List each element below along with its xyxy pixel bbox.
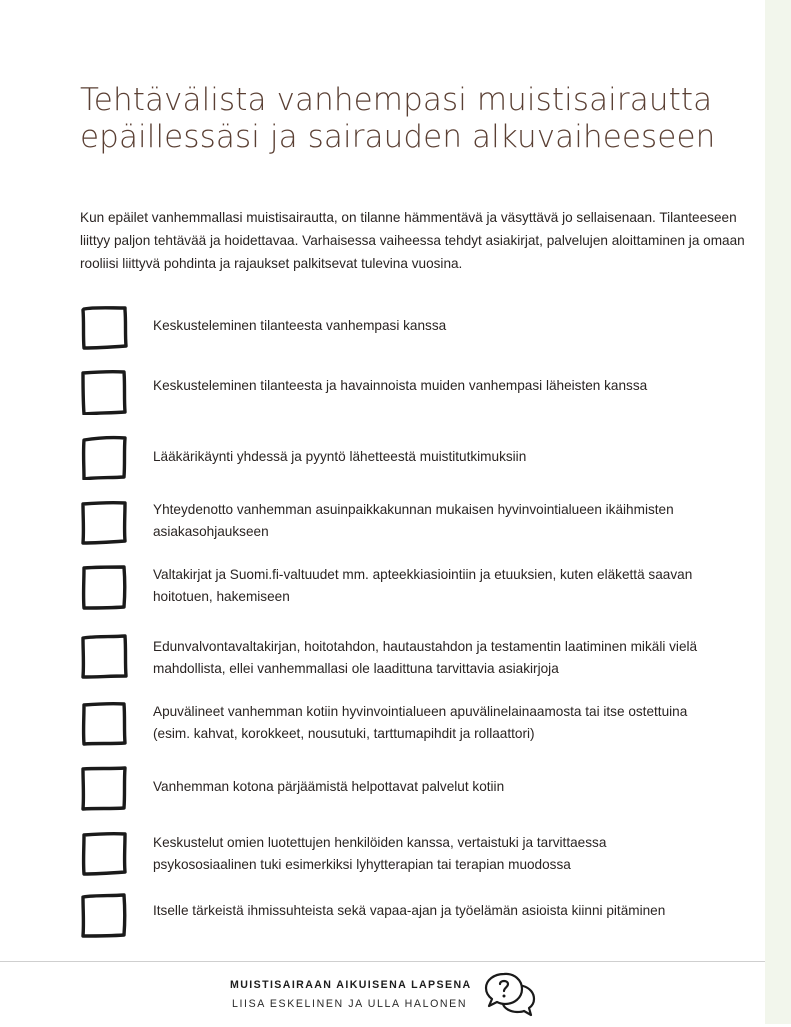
checkbox[interactable] [80, 499, 128, 545]
footer-divider [0, 961, 765, 962]
checklist-item-text: Itselle tärkeistä ihmissuhteista sekä vapaa-ajan ja työelämän asioista kiinni pitäminen [153, 903, 666, 918]
checkbox[interactable] [80, 304, 128, 350]
checklist-item-text: Yhteydenotto vanhemman asuinpaikkakunnan mukaisen hyvinvointialueen ikäihmisten asiakasohjaukseen [153, 502, 674, 539]
checkbox[interactable] [80, 765, 128, 811]
footer-authors: LIISA ESKELINEN JA ULLA HALONEN [232, 998, 468, 1010]
intro-paragraph: Kun epäilet vanhemmallasi muistisairautta, on tilanne hämmentävä ja väsyttävä jo sellaisenaan. Tilanteeseen liittyy paljon tehtävää ja hoidettavaa. Varhaisessa vaiheessa tehdyt asiakirjat, palvelujen aloittaminen ja omaan rooliisi liittyvä pohdinta ja rajaukset palkitsevat tulevina vuosina. [80, 210, 745, 271]
footer-book-title: MUISTISAIRAAN AIKUISENA LAPSENA [230, 979, 472, 991]
checkbox[interactable] [80, 700, 128, 746]
checkbox[interactable] [80, 564, 128, 610]
checklist-item-text: Valtakirjat ja Suomi.fi-valtuudet mm. apteekkiasiointiin ja etuuksien, kuten eläkettä saavan hoitotuen, hakemiseen [153, 567, 693, 604]
checkbox[interactable] [80, 892, 128, 938]
checklist-item-text: Edunvalvontavaltakirjan, hoitotahdon, hautaustahdon ja testamentin laatiminen mikäli vielä mahdollista, ellei vanhemmallasi ole laadittuna tarvittavia asiakirjoja [153, 639, 698, 676]
speech-bubble-question-icon [482, 970, 538, 1022]
checklist-item-text: Keskustelut omien luotettujen henkilöiden kanssa, vertaistuki ja tarvittaessa psykososiaalinen tuki esimerkiksi lyhytterapian tai terapian muodossa [153, 835, 607, 872]
checklist-item-text: Keskusteleminen tilanteesta ja havainnoista muiden vanhempasi läheisten kanssa [153, 378, 648, 393]
checkbox[interactable] [80, 369, 128, 415]
checklist-item-text: Vanhemman kotona pärjäämistä helpottavat palvelut kotiin [153, 779, 505, 794]
page-title: Tehtävälista vanhempasi muistisairautta epäillessäsi ja sairauden alkuvaiheeseen [80, 82, 716, 155]
checkbox[interactable] [80, 830, 128, 876]
side-accent-strip [765, 0, 791, 1024]
checklist-item-text: Lääkärikäynti yhdessä ja pyyntö lähetteestä muistitutkimuksiin [153, 449, 527, 464]
checklist-item-text: Keskusteleminen tilanteesta vanhempasi kanssa [153, 318, 447, 333]
checkbox[interactable] [80, 434, 128, 480]
checkbox[interactable] [80, 633, 128, 679]
checklist-item-text: Apuvälineet vanhemman kotiin hyvinvointialueen apuvälinelainaamosta tai itse ostettuina (esim. kahvat, korokkeet, nousutuki, tarttumapihdit ja rollaattori) [153, 704, 688, 741]
checklist [80, 0, 760, 1024]
